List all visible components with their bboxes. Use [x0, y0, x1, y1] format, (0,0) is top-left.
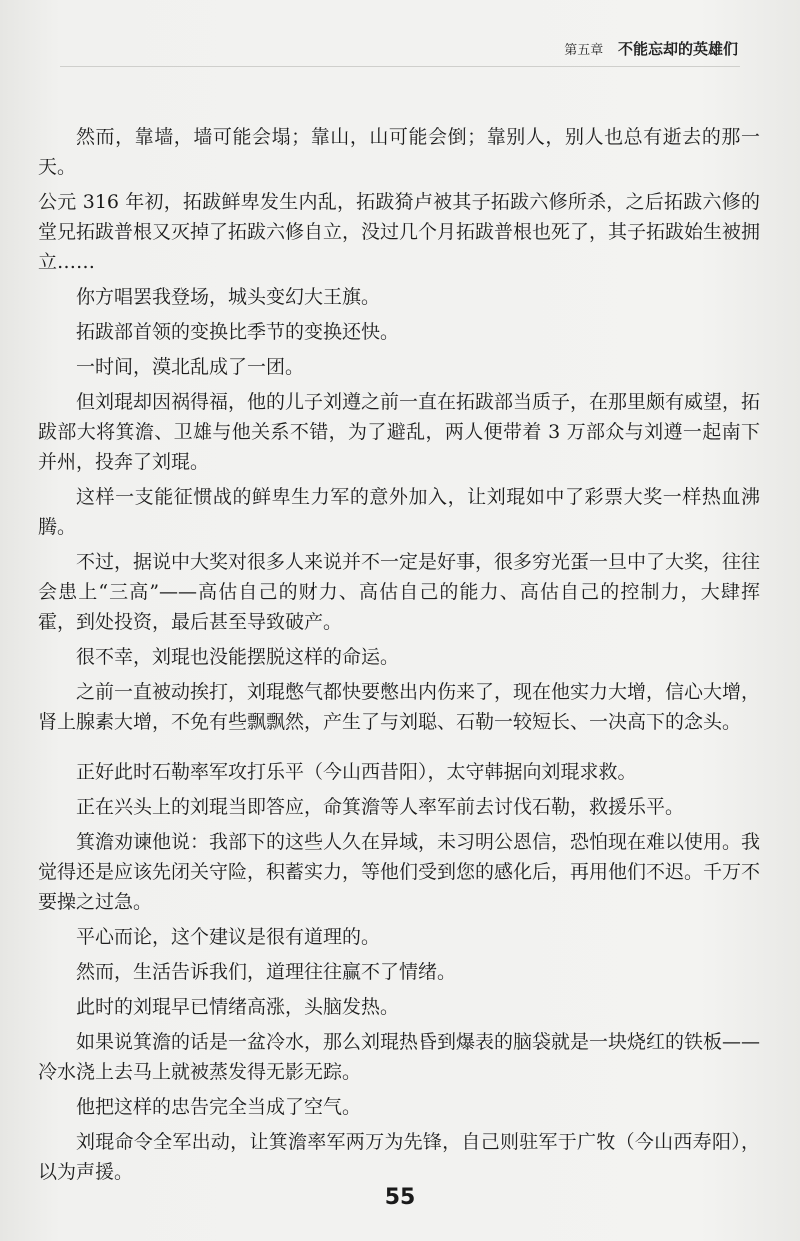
paragraph: 不过，据说中大奖对很多人来说并不一定是好事，很多穷光蛋一旦中了大奖，往往会患上“三高”——高估自己的财力、高估自己的能力、高估自己的控制力，大肆挥霍，到处投资，最后甚至导致破产。 — [38, 551, 761, 633]
paragraph: 然而，生活告诉我们，道理往往赢不了情绪。 — [76, 961, 457, 983]
paragraph: 正在兴头上的刘琨当即答应，命箕澹等人率军前去讨伐石勒，救援乐平。 — [76, 796, 685, 818]
paragraph: 平心而论，这个建议是很有道理的。 — [76, 926, 381, 948]
paragraph: 箕澹劝谏他说：我部下的这些人久在异域，未习明公恩信，恐怕现在难以使用。我觉得还是应该先闭关守险，积蓄实力，等他们受到您的感化后，再用他们不迟。千万不要操之过急。 — [38, 831, 761, 913]
header-divider — [60, 66, 740, 67]
paragraph: 你方唱罢我登场，城头变幻大王旗。 — [76, 286, 381, 308]
paragraph: 公元 316 年初，拓跋鲜卑发生内乱，拓跋猗卢被其子拓跋六修所杀，之后拓跋六修的堂兄拓跋普根又灭掉了拓跋六修自立，没过几个月拓跋普根也死了，其子拓跋始生被拥立…… — [38, 191, 761, 273]
paragraph: 很不幸，刘琨也没能摆脱这样的命运。 — [76, 646, 400, 668]
paragraph: 这样一支能征惯战的鲜卑生力军的意外加入，让刘琨如中了彩票大奖一样热血沸腾。 — [38, 486, 760, 538]
page-number: 55 — [384, 1185, 416, 1210]
paragraph: 但刘琨却因祸得福，他的儿子刘遵之前一直在拓跋部当质子，在那里颇有威望，拓跋部大将箕澹、卫雄与他关系不错，为了避乱，两人便带着 3 万部众与刘遵一起南下并州，投奔了刘琨。 — [38, 391, 761, 473]
paragraph: 他把这样的忠告完全当成了空气。 — [76, 1096, 362, 1118]
paragraph: 一时间，漠北乱成了一团。 — [76, 356, 305, 378]
chapter-title: 不能忘却的英雄们 — [617, 40, 738, 58]
running-header — [564, 38, 738, 59]
paragraph: 如果说箕澹的话是一盆冷水，那么刘琨热昏到爆表的脑袋就是一块烧红的铁板——冷水浇上去马上就被蒸发得无影无踪。 — [38, 1031, 761, 1083]
chapter-number: 第五章 — [564, 43, 604, 58]
paragraph: 刘琨命令全军出动，让箕澹率军两万为先锋，自己则驻军于广牧（今山西寿阳），以为声援。 — [38, 1131, 760, 1183]
paragraph: 此时的刘琨早已情绪高涨，头脑发热。 — [76, 996, 400, 1018]
paragraph: 正好此时石勒率军攻打乐平（今山西昔阳），太守韩据向刘琨求救。 — [76, 761, 637, 783]
paragraph: 拓跋部首领的变换比季节的变换还快。 — [76, 321, 400, 343]
body-text — [38, 122, 760, 1192]
paragraph: 然而，靠墙，墙可能会塌；靠山，山可能会倒；靠别人，别人也总有逝去的那一天。 — [38, 126, 760, 178]
paragraph: 之前一直被动挨打，刘琨憋气都快要憋出内伤来了，现在他实力大增，信心大增，肾上腺素大增，不免有些飘飘然，产生了与刘聪、石勒一较短长、一决高下的念头。 — [38, 681, 761, 733]
